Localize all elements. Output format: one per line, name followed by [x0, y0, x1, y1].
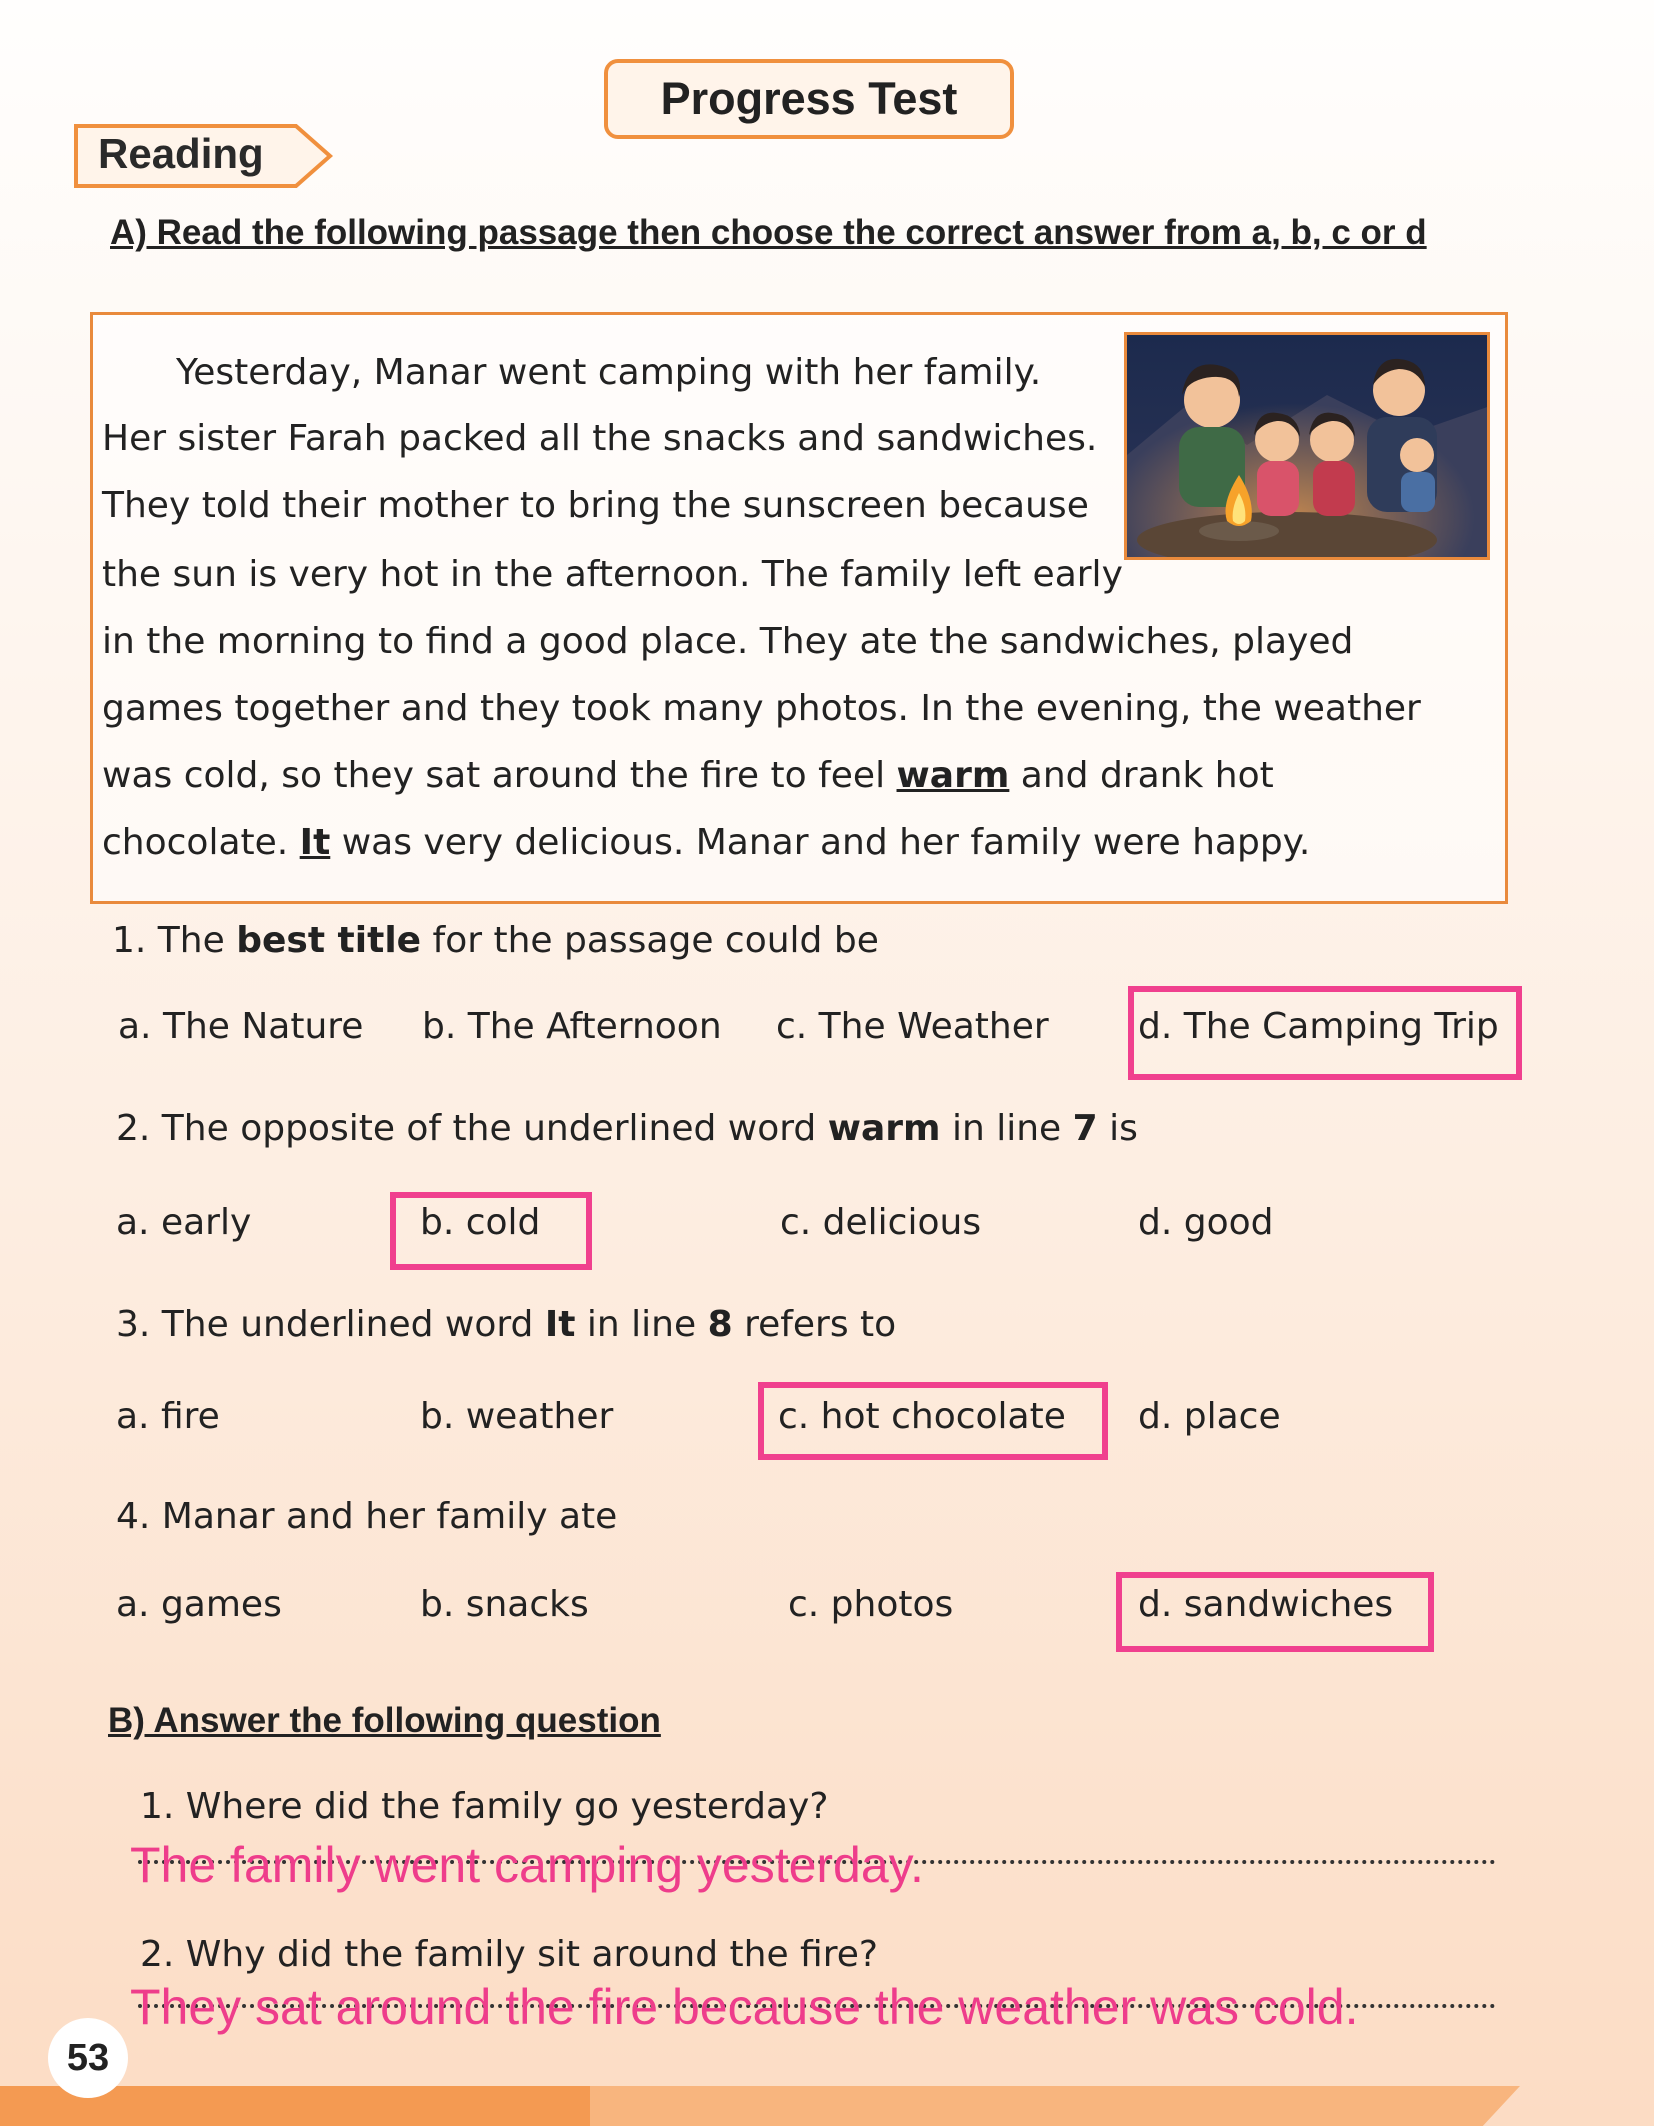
q3-bold-line: 8 [707, 1304, 733, 1345]
page-number: 53 [48, 2018, 128, 2098]
q2-option-b[interactable]: b. cold [420, 1202, 541, 1243]
q3-text: 3. The underlined word [116, 1304, 545, 1345]
question-3 [116, 1304, 896, 1345]
section-b-answer-2: They sat around the fire because the weather was cold. [130, 1979, 1359, 2035]
section-b-question-2: 2. Why did the family sit around the fire? [140, 1934, 878, 1975]
question-2 [116, 1108, 1138, 1149]
q2-option-d[interactable]: d. good [1138, 1202, 1274, 1243]
section-tag-label: Reading [98, 130, 264, 177]
section-a-instruction: A) Read the following passage then choose the correct answer from a, b, c or d [110, 213, 1427, 252]
q1-bold: best title [236, 920, 422, 961]
q2-option-a[interactable]: a. early [116, 1202, 252, 1243]
section-b-question-1: 1. Where did the family go yesterday? [140, 1786, 829, 1827]
passage-line-3: They told their mother to bring the sunscreen because [102, 485, 1089, 526]
q4-option-a[interactable]: a. games [116, 1584, 282, 1625]
q1-option-b[interactable]: b. The Afternoon [422, 1006, 722, 1047]
q4-option-b[interactable]: b. snacks [420, 1584, 589, 1625]
q3-option-a[interactable]: a. fire [116, 1396, 220, 1437]
passage-line-4: the sun is very hot in the afternoon. The family left early [102, 554, 1123, 595]
q3-text-end: refers to [732, 1304, 897, 1345]
question-1 [112, 920, 879, 961]
q3-option-c[interactable]: c. hot chocolate [778, 1396, 1066, 1437]
q3-option-d[interactable]: d. place [1138, 1396, 1281, 1437]
line8-text-after: was very delicious. Manar and her family were happy. [330, 822, 1311, 863]
q1-option-d[interactable]: d. The Camping Trip [1138, 1006, 1499, 1047]
page-title: Progress Test [604, 59, 1014, 139]
q1-selected-answer-box [1128, 986, 1522, 1080]
passage-line-2: Her sister Farah packed all the snacks and sandwiches. [102, 418, 1098, 459]
q4-selected-answer-box [1116, 1572, 1434, 1652]
q3-text-mid: in line [575, 1304, 708, 1345]
q1-text-end: for the passage could be [421, 920, 879, 961]
line7-text-after: and drank hot [1009, 755, 1274, 796]
q4-option-c[interactable]: c. photos [788, 1584, 954, 1625]
q3-bold-word: It [544, 1304, 576, 1345]
footer-bar-light [590, 2086, 1520, 2126]
q2-option-c[interactable]: c. delicious [780, 1202, 982, 1243]
q1-option-a[interactable]: a. The Nature [118, 1006, 364, 1047]
underlined-word-it: It [299, 822, 331, 863]
passage-line-7 [102, 755, 1274, 796]
q2-bold-line: 7 [1072, 1108, 1098, 1149]
q2-text-end: is [1097, 1108, 1138, 1149]
campfire-family-illustration [1124, 332, 1490, 560]
question-4: 4. Manar and her family ate [116, 1496, 618, 1537]
section-b-answer-1: The family went camping yesterday. [130, 1837, 924, 1893]
q2-selected-answer-box [390, 1192, 592, 1270]
q3-option-b[interactable]: b. weather [420, 1396, 614, 1437]
q1-text: 1. The [112, 920, 237, 961]
underlined-word-warm: warm [896, 755, 1010, 796]
passage-line-6: games together and they took many photos. In the evening, the weather [102, 688, 1421, 729]
q3-selected-answer-box [758, 1382, 1108, 1460]
line7-text-before: was cold, so they sat around the fire to feel [102, 755, 897, 796]
section-b-instruction: B) Answer the following question [108, 1701, 661, 1740]
campfire-illustration-icon [1127, 335, 1490, 560]
passage-line-8 [102, 822, 1310, 863]
q4-option-d[interactable]: d. sandwiches [1138, 1584, 1394, 1625]
line8-text-before: chocolate. [102, 822, 300, 863]
q2-text: 2. The opposite of the underlined word [116, 1108, 828, 1149]
section-tag [74, 124, 334, 188]
q2-text-mid: in line [940, 1108, 1073, 1149]
passage-line-1: Yesterday, Manar went camping with her family. [176, 352, 1042, 393]
q2-bold-word: warm [827, 1108, 941, 1149]
q1-option-c[interactable]: c. The Weather [776, 1006, 1049, 1047]
passage-line-5: in the morning to find a good place. They ate the sandwiches, played [102, 621, 1354, 662]
